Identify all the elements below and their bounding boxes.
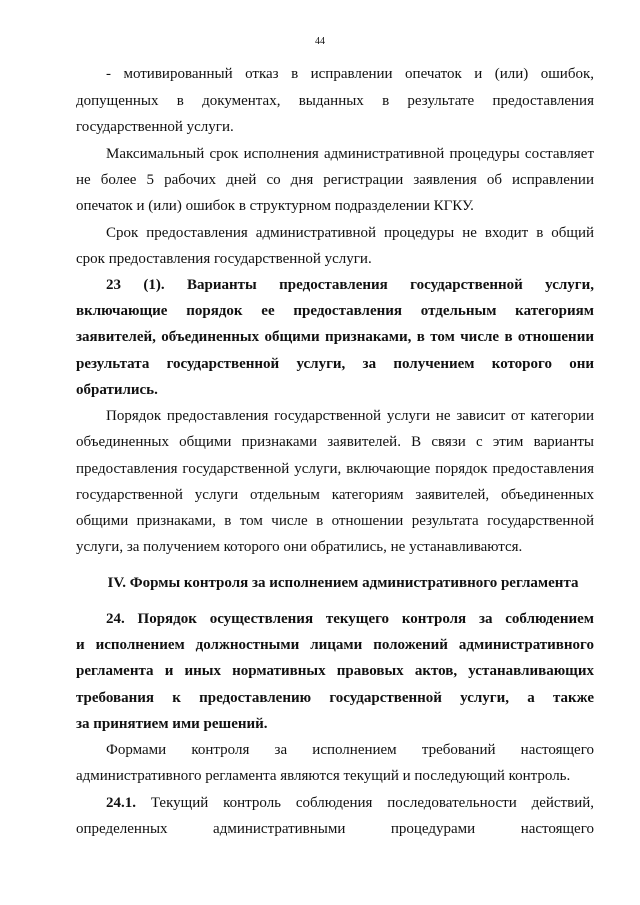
paragraph-line: определенных административными процедурами настоящего [76, 821, 594, 837]
paragraph-line: Максимальный срок исполнения административной процедуры составляет [106, 146, 594, 162]
paragraph-line: предоставления государственной услуги, включающие порядок предоставления [76, 461, 594, 477]
paragraph-line: Порядок предоставления государственной услуги не зависит от категории [106, 408, 594, 424]
section-heading-line: 24. Порядок осуществления текущего контроля за соблюдением [106, 611, 594, 627]
section-heading-line: за принятием ими решений. [76, 716, 268, 732]
page-number: 44 [315, 36, 325, 47]
paragraph-line: опечаток и (или) ошибок в структурном подразделении КГКУ. [76, 198, 474, 214]
clause-text: Текущий контроль соблюдения последовательности действий, [136, 795, 594, 811]
paragraph-line: государственной услуги отдельным категориям заявителей, объединенных [76, 487, 594, 503]
section-heading-line: заявителей, объединенных общими признаками, в том числе в отношении [76, 329, 594, 345]
paragraph-line: объединенных общими признаками заявителей. В связи с этим варианты [76, 434, 594, 450]
paragraph-line: Формами контроля за исполнением требований настоящего [106, 742, 594, 758]
paragraph-line [106, 793, 594, 813]
section-heading-line: 23 (1). Варианты предоставления государственной услуги, [106, 277, 594, 293]
section-heading-line: требования к предоставлению государственной услуги, а также [76, 690, 594, 706]
paragraph-line: административного регламента являются текущий и последующий контроль. [76, 768, 571, 784]
section-heading-line: и исполнением должностными лицами положений административного [76, 637, 594, 653]
paragraph-line: услуги, за получением которого они обратились, не устанавливаются. [76, 539, 523, 555]
paragraph-line: - мотивированный отказ в исправлении опечаток и (или) ошибок, [106, 66, 594, 82]
section-heading-line: обратились. [76, 382, 158, 398]
paragraph-line: не более 5 рабочих дней со дня регистрации заявления об исправлении [76, 172, 594, 188]
paragraph-line: Срок предоставления административной процедуры не входит в общий [106, 225, 594, 241]
paragraph-line: допущенных в документах, выданных в результате предоставления [76, 93, 594, 109]
paragraph-line: срок предоставления государственной услуги. [76, 251, 372, 267]
clause-number: 24.1. [106, 795, 136, 811]
paragraph-line: общими признаками, в том числе в отношении результата государственной [76, 513, 594, 529]
section-heading-line: результата государственной услуги, за получением которого они [76, 356, 594, 372]
section-heading-line: регламента и иных нормативных правовых актов, устанавливающих [76, 663, 594, 679]
paragraph-line: государственной услуги. [76, 119, 234, 135]
section-heading-line: включающие порядок ее предоставления отдельным категориям [76, 303, 594, 319]
chapter-heading: IV. Формы контроля за исполнением административного регламента [107, 575, 579, 591]
